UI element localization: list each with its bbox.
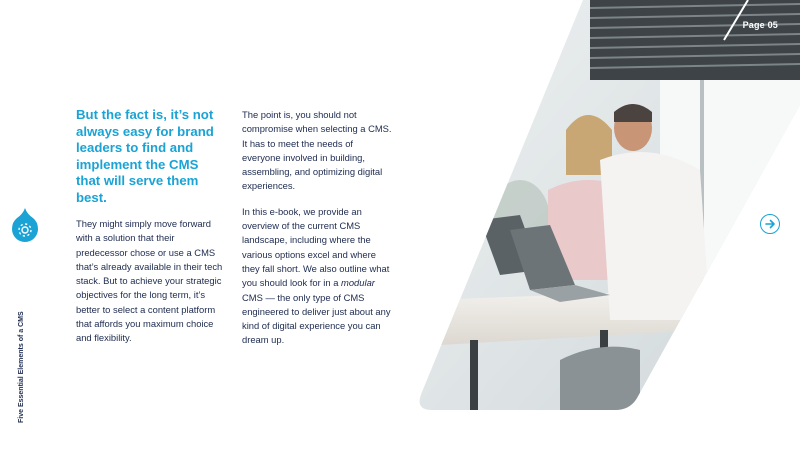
left-column <box>76 217 228 346</box>
headline: But the fact is, it’s not always easy for brand leaders to find and implement the CMS that will serve them best. <box>76 107 214 205</box>
paragraph-2-before: In this e-book, we provide an overview of the current CMS landscape, including where the various options excel and where they fall short. We also outline what you should look for in a <box>242 205 390 289</box>
paragraph-2-emphasis: modular <box>341 277 375 289</box>
arrow-right-icon <box>764 218 776 230</box>
right-paragraph-2 <box>242 205 392 348</box>
left-paragraph: They might simply move forward with a solution that their predecessor chose or use a CMS that’s already available in their tech stack. But to achieve your strategic objectives for the long term, it’s better to select a content platform that affords you maximum choice and flexibility. <box>76 218 223 344</box>
gear-icon <box>12 208 38 244</box>
right-column <box>242 108 392 359</box>
paragraph-2-after: CMS — the only type of CMS engineered to deliver just about any kind of digital experience you can dream up. <box>242 291 391 346</box>
page-number: Page 05 <box>742 20 778 30</box>
document-title: Five Essential Elements of a CMS <box>18 311 25 423</box>
right-paragraph-1: The point is, you should not compromise when selecting a CMS. It has to meet the needs of everyone involved in building, assembling, and optimizing digital experiences. <box>242 109 392 192</box>
next-page-button[interactable] <box>760 214 780 234</box>
